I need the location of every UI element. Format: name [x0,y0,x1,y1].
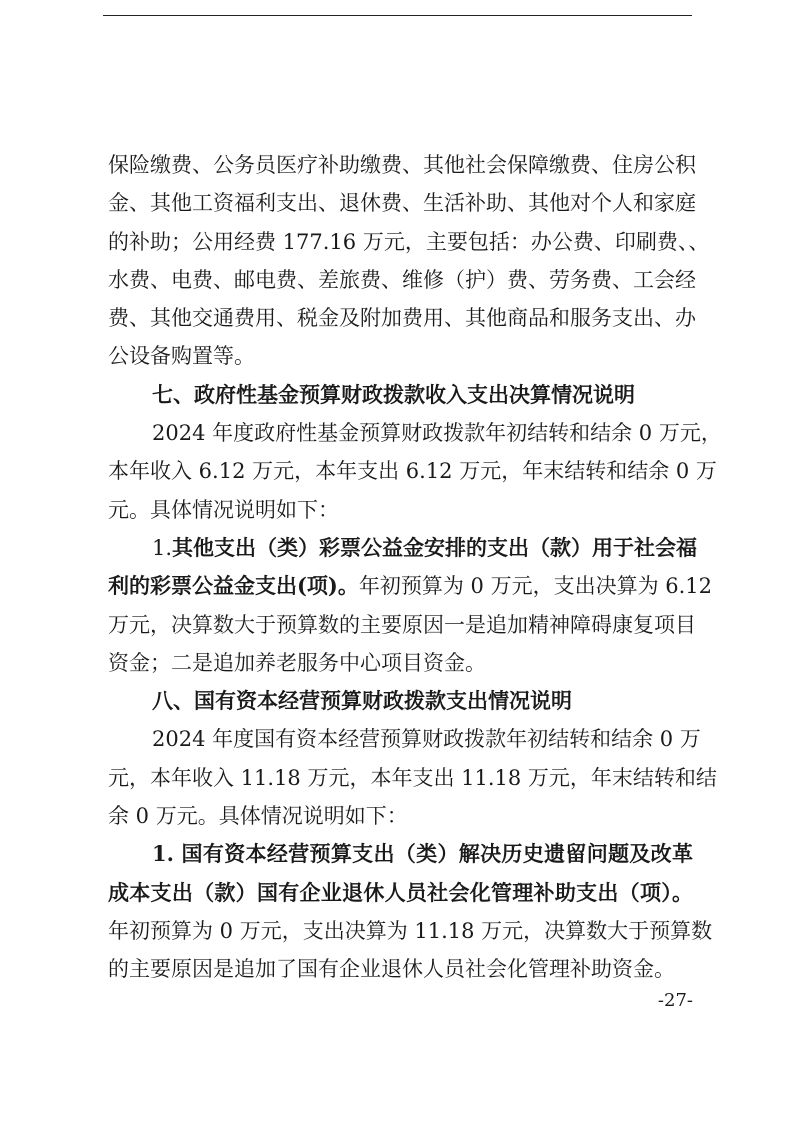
text-line [108,874,693,912]
text-segment: 1. [152,535,173,560]
text-line [108,146,696,184]
text-line [108,452,717,490]
text-segment: 年初预算为 0 万元，支出决算为 11.18 万元，决算数大于预算数 [108,918,713,943]
text-line [108,759,717,797]
text-line [108,720,701,758]
section-heading [108,682,693,720]
text-line [108,261,696,299]
section-heading [108,376,693,414]
text-line [108,567,713,605]
text-segment: 万元，决算数大于预算数的主要原因一是追加精神障碍康复项目 [108,612,696,637]
text-segment: 本年收入 6.12 万元，本年支出 6.12 万元，年末结转和结余 0 万 [108,459,717,484]
text-segment: 2024 年度国有资本经营预算财政拨款年初结转和结余 0 万 [152,727,701,752]
text-line [108,337,693,375]
text-line [108,491,693,529]
text-line [108,606,696,644]
text-segment: 资金；二是追加养老服务中心项目资金。 [108,650,486,675]
text-line [108,912,713,950]
text-line [108,950,693,988]
text-segment: 2024 年度政府性基金预算财政拨款年初结转和结余 0 万元， [152,421,722,446]
text-segment: 公设备购置等。 [108,344,255,369]
text-line [108,644,693,682]
text-line [108,835,693,873]
text-line [108,414,722,452]
text-line [108,529,698,567]
text-segment: 保险缴费、公务员医疗补助缴费、其他社会保障缴费、住房公积 [108,153,696,177]
text-segment: 八、国有资本经营预算财政拨款支出情况说明 [152,689,572,714]
bold-text: 成本支出（款）国有企业退休人员社会化管理补助支出（项）。 [108,879,693,905]
text-segment: 的补助；公用经费 177.16 万元，主要包括：办公费、印刷费、、 [108,229,710,254]
text-line [108,299,696,337]
bold-text: 1. 国有资本经营预算支出（类）解决历史遗留问题及改革 [152,841,693,867]
text-segment: 金、其他工资福利支出、退休费、生活补助、其他对个人和家庭 [108,191,696,216]
text-segment: 费、其他交通费用、税金及附加费用、其他商品和服务支出、办 [108,306,696,331]
bold-text: 利的彩票公益金支出(项)。 [108,573,359,599]
text-segment: 余 0 万元。具体情况说明如下： [108,804,408,829]
page-number: -27- [657,990,693,1011]
bold-text: 其他支出（类）彩票公益金安排的支出（款）用于社会福 [172,534,698,560]
header-rule [103,15,692,16]
text-line [108,223,710,261]
text-segment: 年初预算为 0 万元，支出决算为 6.12 [358,574,713,599]
document-body [108,146,722,989]
text-line [108,797,693,835]
text-segment: 水费、电费、邮电费、差旅费、维修（护）费、劳务费、工会经 [108,267,696,292]
text-segment: 的主要原因是追加了国有企业退休人员社会化管理补助资金。 [108,957,675,982]
text-segment: 七、政府性基金预算财政拨款收入支出决算情况说明 [152,382,635,407]
text-line [108,184,696,222]
text-segment: 元，本年收入 11.18 万元，本年支出 11.18 万元，年末结转和结 [108,765,717,790]
text-segment: 元。具体情况说明如下： [108,497,339,522]
